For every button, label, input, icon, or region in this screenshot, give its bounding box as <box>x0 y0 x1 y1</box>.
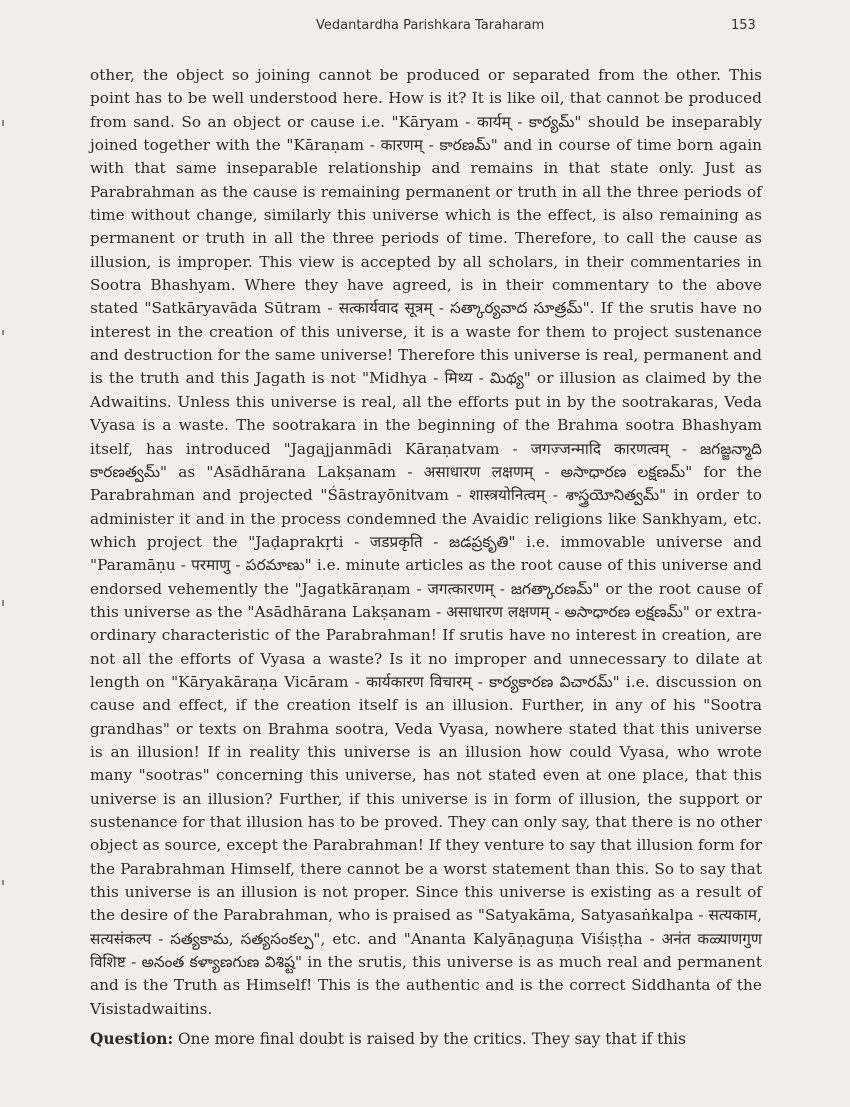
running-title: Vedantardha Parishkara Taraharam <box>316 18 545 33</box>
body-text <box>90 64 762 1021</box>
scan-edge-mark <box>2 120 4 126</box>
question-text: One more final doubt is raised by the critics. They say that if this <box>173 1030 686 1048</box>
scan-edge-mark <box>2 330 4 335</box>
question-paragraph <box>90 1028 762 1052</box>
paragraph: other, the object so joining cannot be produced or separated from the other. This point has to be well understood here. How is it? It is like oil, that cannot be produced from sand. So an object or cause i.e. "Kāryam - कार्यम् - కార్యమ్" should be inseparably joined together with the "Kāraṇam - कारणम् - కారణమ్" and in course of time born again with that same inseparable relationship and remains in that state only. Just as Parabrahman as the cause is remaining permanent or truth in all the three periods of time without change, similarly this universe which is the effect, is also remaining as permanent or truth in all the three periods of time. Therefore, to call the cause as illusion, is improper. This view is accepted by all scholars, in their commentaries in Sootra Bhashyam. Where they have agreed, is in their commentary to the above stated "Satkāryavāda Sūtram - सत्कार्यवाद सूत्रम् - సత్కార్యవాద సూత్రమ్". If the srutis have no interest in the creation of this universe, it is a waste for them to project sustenance and destruction for the same universe! Therefore this universe is real, permanent and is the truth and this Jagath is not "Midhya - मिथ्य - మిథ్య" or illusion as claimed by the Adwaitins. Unless this universe is real, all the efforts put in by the sootrakaras, Veda Vyasa is a waste. The sootrakara in the beginning of the Brahma sootra Bhashyam itself, has introduced "Jagajjanmādi Kāraṇatvam - जगज्जन्मादि कारणत्वम् - జగజ్జన్మాది కారణత్వమ్" as "Asādhārana Lakṣanam - असाधारण लक्षणम् - అసాధారణ లక్షణమ్" for the Parabrahman and projected "Śāstrayōnitvam - शास्त्रयोनित्वम् - శాస్త్రయోనిత్వమ్" in order to administer it and in the process condemned the Avaidic religions like Sankhyam, etc. which project the "Jaḍaprakṛti - जडप्रकृति - జడప్రకృతి" i.e. immovable universe and "Paramāṇu - परमाणु - పరమాణు" i.e. minute articles as the root cause of this universe and endorsed vehemently the "Jagatkāraṇam - जगत्कारणम् - జగత్కారణమ్" or the root cause of this universe as the "Asādhārana Lakṣanam - असाधारण लक्षणम् - అసాధారణ లక్షణమ్" or extra-ordinary characteristic of the Parabrahman! If srutis have no interest in creation, are not all the efforts of Vyasa a waste? Is it no improper and unnecessary to dilate at length on "Kāryakāraṇa Vicāram - कार्यकारण विचारम् - కార్యకారణ విచారమ్" i.e. discussion on cause and effect, if the creation itself is an illusion. Further, in any of his "Sootra grandhas" or texts on Brahma sootra, Veda Vyasa, nowhere stated that this universe is an illusion! If in reality this universe is an illusion how could Vyasa, who wrote many "sootras" concerning this universe, has not stated even at one place, that this universe is an illusion? Further, if this universe is in form of illusion, the support or sustenance for that illusion has to be proved. They can only say, that there is no other object as source, except the Parabrahman! If they venture to say that illusion form for the Parabrahman Himself, there cannot be a worst statement than this. So to say that this universe is an illusion is not proper. Since this universe is existing as a result of the desire of the Parabrahman, who is praised as "Satyakāma, Satyasaṅkalpa - सत्यकाम, सत्यसंकल्प - సత్యకామ, సత్యసంకల్ప", etc. and "Ananta Kalyāṇaguṇa Viśiṣṭha - अनंत कळ्याणगुण विशिष्ट - అనంత కళ్యాణగుణ విశిష్ట" in the srutis, this universe is as much real and permanent and is the Truth as Himself! This is the authentic and is the correct Siddhanta of the Visistadwaitins. <box>90 66 762 1018</box>
page-header <box>0 18 850 40</box>
question-label: Question: <box>90 1030 174 1048</box>
scan-edge-mark <box>2 880 4 885</box>
scan-edge-mark <box>2 600 4 606</box>
page-number: 153 <box>731 18 756 33</box>
